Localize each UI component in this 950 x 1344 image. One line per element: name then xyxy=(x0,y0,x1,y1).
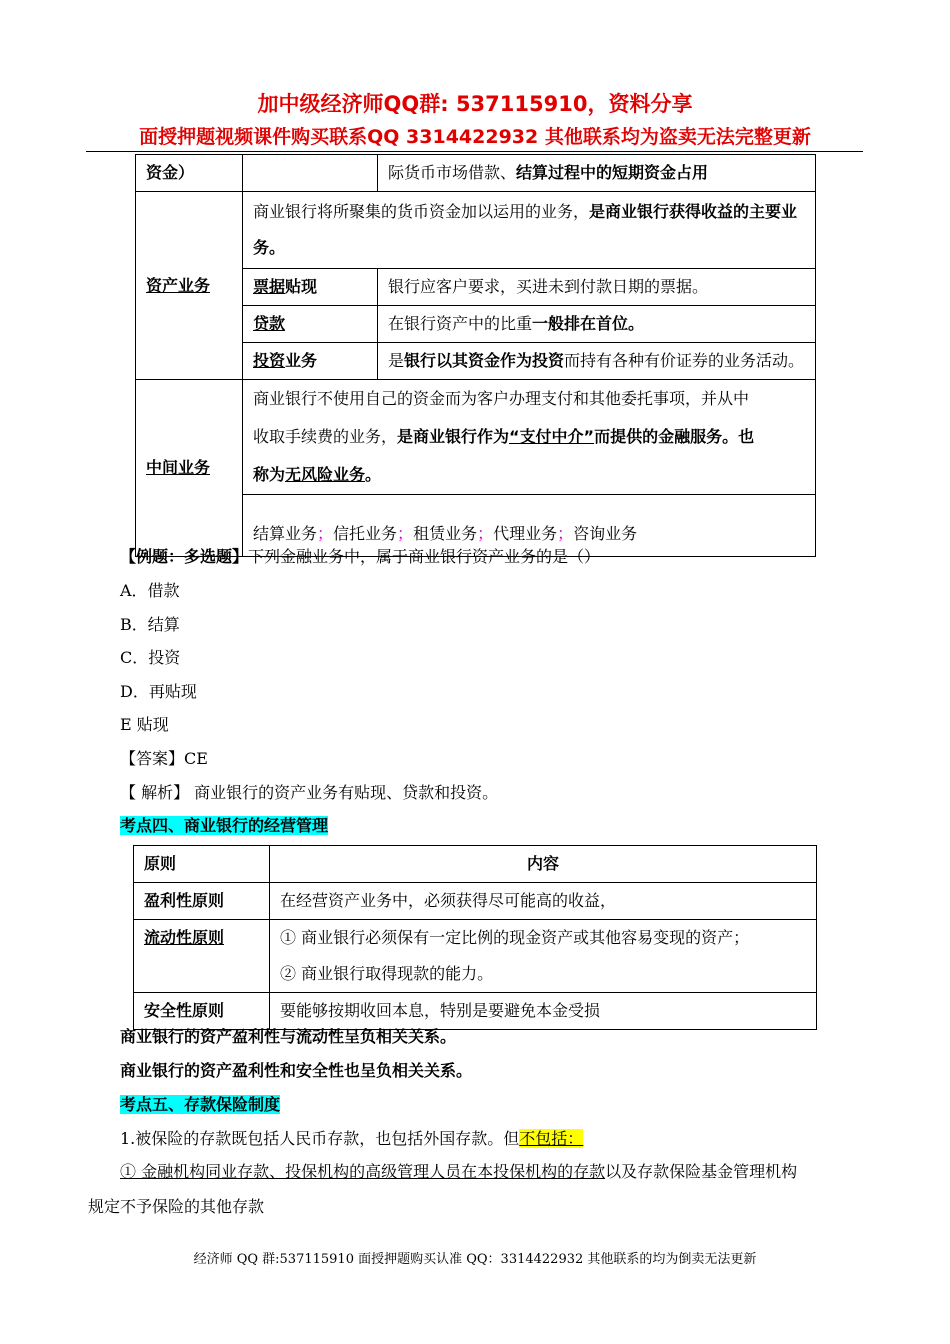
section4-title: 考点四、商业银行的经营管理 xyxy=(120,816,329,835)
principle-name: 流动性原则 xyxy=(134,920,270,993)
option-e: E 贴现 xyxy=(120,715,169,734)
col-header-principle: 原则 xyxy=(134,846,270,883)
option-b: B．结算 xyxy=(120,615,180,634)
item-name: 贷款 xyxy=(243,306,378,343)
header-divider xyxy=(86,151,863,152)
principle-content: 在经营资产业务中，必须获得尽可能高的收益， xyxy=(270,883,817,920)
row-label: 资金） xyxy=(136,155,243,192)
row-content: 际货币市场借款、结算过程中的短期资金占用 xyxy=(378,155,816,192)
section5-p1: 1.被保险的存款既包括人民币存款，也包括外国存款。但不包括： xyxy=(120,1129,584,1148)
note-1: 商业银行的资产盈利性与流动性呈负相关关系。 xyxy=(120,1027,457,1046)
asset-business-label: 资产业务 xyxy=(136,192,243,380)
asset-intro: 商业银行将所聚集的货币资金加以运用的业务，是商业银行获得收益的主要业务。 xyxy=(243,192,816,269)
note-2: 商业银行的资产盈利性和安全性也呈负相关关系。 xyxy=(120,1061,473,1080)
col-header-content: 内容 xyxy=(270,846,817,883)
table-row xyxy=(134,883,817,920)
table-row xyxy=(136,155,816,192)
option-a: A．借款 xyxy=(120,581,180,600)
principle-name: 安全性原则 xyxy=(134,993,270,1030)
middle-list: 结算业务；信托业务；租赁业务；代理业务；咨询业务 xyxy=(243,495,816,557)
item-desc: 银行应客户要求，买进未到付款日期的票据。 xyxy=(378,269,816,306)
section5-p3: 规定不予保险的其他存款 xyxy=(88,1197,265,1216)
principle-name: 盈利性原则 xyxy=(134,883,270,920)
option-c: C．投资 xyxy=(120,648,181,667)
section5-p2: ① 金融机构同业存款、投保机构的高级管理人员在本投保机构的存款以及存款保险基金管理机构 xyxy=(120,1162,798,1181)
table-row xyxy=(136,192,816,269)
middle-business-label: 中间业务 xyxy=(136,380,243,557)
bank-business-table xyxy=(135,154,816,557)
item-desc: 在银行资产中的比重一般排在首位。 xyxy=(378,306,816,343)
example-question: 【例题：多选题】下列金融业务中，属于商业银行资产业务的是（） xyxy=(120,547,601,566)
option-d: D．再贴现 xyxy=(120,682,197,701)
principles-table xyxy=(133,845,817,1030)
item-name: 投资业务 xyxy=(243,343,378,380)
header-line-2: 面授押题视频课件购买联系QQ 3314422932 其他联系均为盗卖无法完整更新 xyxy=(139,126,811,148)
principle-content: 要能够按期收回本息，特别是要避免本金受损 xyxy=(270,993,817,1030)
table-row xyxy=(134,993,817,1030)
table-row xyxy=(134,920,817,993)
header-line-1: 加中级经济师QQ群: 537115910，资料分享 xyxy=(257,92,693,116)
item-desc: 是银行以其资金作为投资而持有各种有价证券的业务活动。 xyxy=(378,343,816,380)
empty-cell xyxy=(243,155,378,192)
section5-title: 考点五、存款保险制度 xyxy=(120,1095,281,1114)
analysis: 【 解析】 商业银行的资产业务有贴现、贷款和投资。 xyxy=(120,783,499,802)
middle-desc: 商业银行不使用自己的资金而为客户办理支付和其他委托事项，并从中 收取手续费的业务，是商业银行作为“支付中介”而提供的金融服务。也 称为无风险业务。 xyxy=(243,380,816,495)
item-name: 票据贴现 xyxy=(243,269,378,306)
footer: 经济师 QQ 群:537115910 面授押题购买认准 QQ：3314422932 其他联系的均为倒卖无法更新 xyxy=(193,1252,757,1267)
table-header-row xyxy=(134,846,817,883)
answer: 【答案】CE xyxy=(120,749,208,768)
principle-content: ① 商业银行必须保有一定比例的现金资产或其他容易变现的资产； ② 商业银行取得现款的能力。 xyxy=(270,920,817,993)
table-row xyxy=(136,380,816,495)
